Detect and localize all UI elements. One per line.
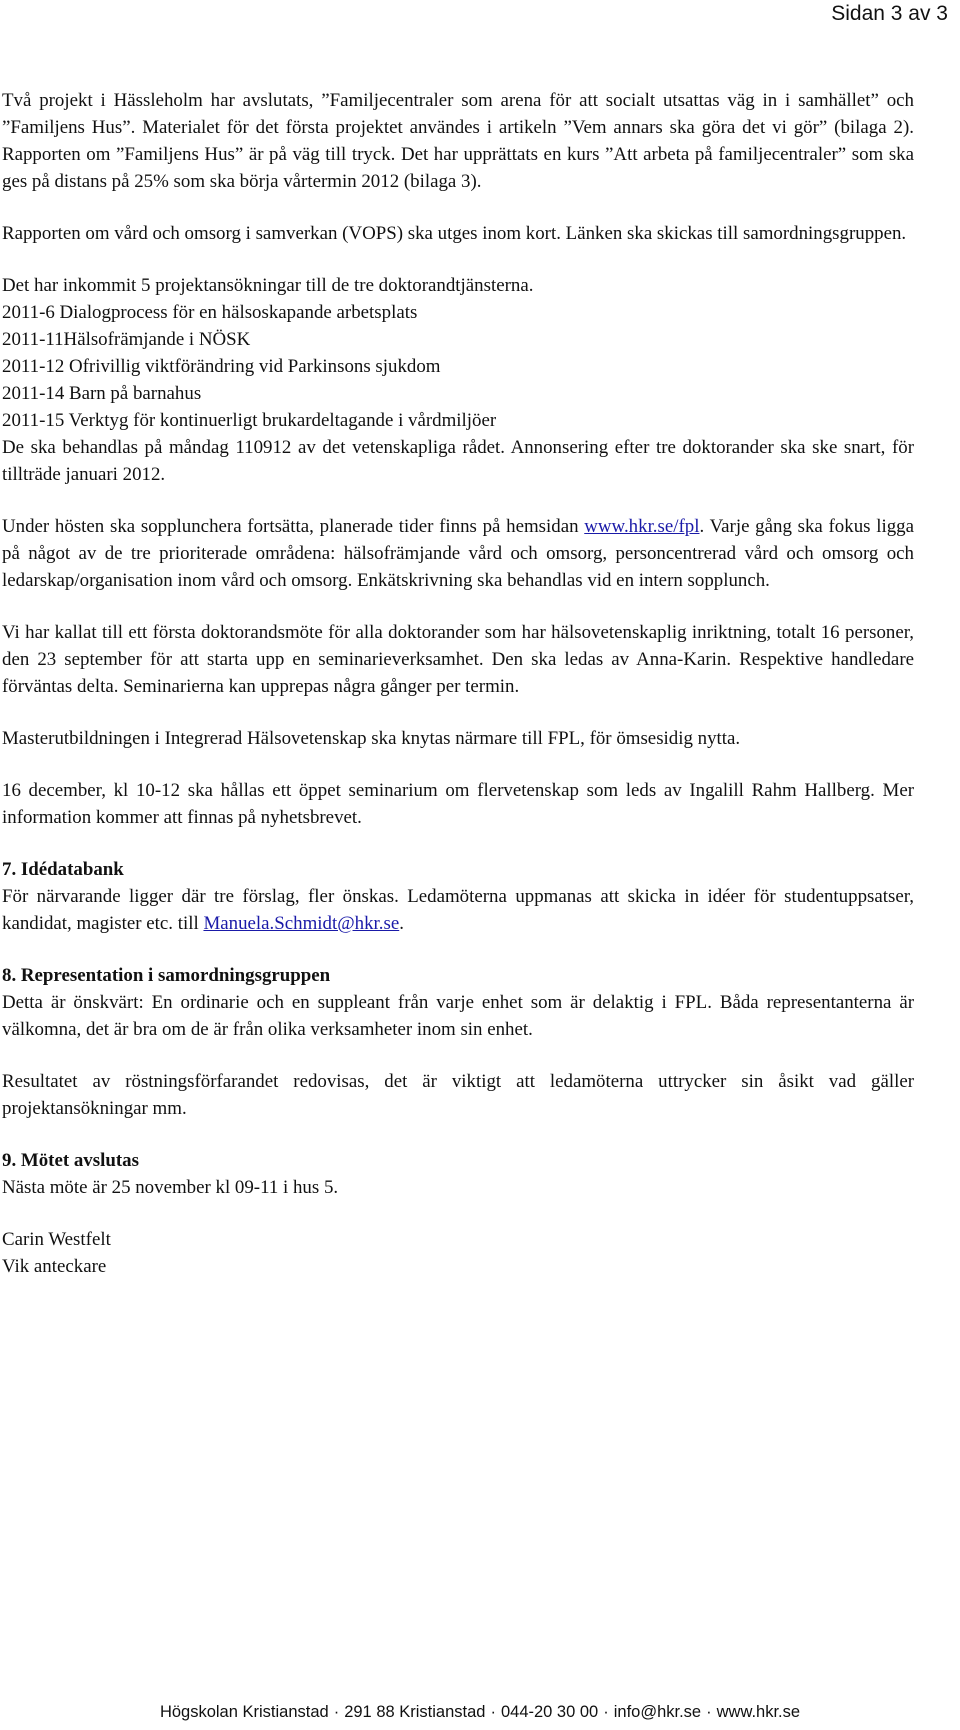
section-representation [2,962,914,1043]
paragraph-vops-report: Rapporten om vård och omsorg i samverkan (VOPS) ska utges inom kort. Länken ska skickas till samordningsgruppen. [2,223,907,244]
footer-email: info@hkr.se [613,1703,702,1721]
page-number: Sidan 3 av 3 [831,2,948,25]
list-item: 2011-15 Verktyg för kontinuerligt brukardeltagande i vårdmiljöer [2,410,497,431]
soup-lunch-text-after: . Varje gång ska fokus ligga på något av de tre prioriterade områdena: hälsofrämjande vård och omsorg, personcentrerad vård och omsorg och ledarskap/organisation inom vård och omsorg. Enkätskrivning ska behandlas vid en intern sopplunch. [2,516,914,591]
signature-block [2,1226,914,1280]
footer [0,1703,960,1722]
document-body [2,87,914,1280]
soup-lunch-text-before: Under hösten ska sopplunchera fortsätta, planerade tider finns på hemsidan [2,516,585,537]
paragraph-projects-hassleholm: Två projekt i Hässleholm har avslutats, ”Familjecentraler som arena för att socialt utsattas väg in i samhället” och ”Familjens Hus”. Materialet för det första projektet användes i artikeln ”Vem annars ska göra det vi gör” (bilaga 2). Rapporten om ”Familjens Hus” är på väg till tryck. Det har upprättats en kurs ”Att arbeta på familjecentraler” som ska ges på distans på 25% som ska börja vårtermin 2012 (bilaga 3). [2,90,914,192]
section-idea-database [2,856,914,937]
footer-separator: · [603,1703,609,1721]
next-meeting-text: Nästa möte är 25 november kl 09-11 i hus 5. [2,1177,339,1198]
idea-database-text: För närvarande ligger där tre förslag, fler önskas. Ledamöterna uppmanas att skicka in idéer för studentuppsatser, kandidat, magister etc. till [2,886,914,934]
section-heading-representation: 8. Representation i samordningsgruppen [2,965,331,986]
list-item: 2011-11Hälsofrämjande i NÖSK [2,329,251,350]
section-heading-meeting-closed: 9. Mötet avslutas [2,1150,139,1171]
representation-text: Detta är önskvärt: En ordinarie och en suppleant från varje enhet som är delaktig i FPL. Båda representanterna är välkomna, det är bra om de är från olika verksamheter inom sin enhet. [2,992,914,1040]
footer-separator: · [333,1703,340,1721]
paragraph-soup-lunch [2,513,914,594]
applications-intro: Det har inkommit 5 projektansökningar till de tre doktorandtjänsterna. [2,275,534,296]
list-item: 2011-12 Ofrivillig viktförändring vid Parkinsons sjukdom [2,356,441,377]
paragraph-voting-result: Resultatet av röstningsförfarandet redovisas, det är viktigt att ledamöterna uttrycker sin åsikt vad gäller projektansökningar mm. [2,1071,914,1119]
idea-database-text-end: . [399,913,404,934]
paragraph-seminar: 16 december, kl 10-12 ska hållas ett öppet seminarium om flervetenskap som leds av Ingalill Rahm Hallberg. Mer information kommer att finnas på nyhetsbrevet. [2,780,914,828]
signature-role: Vik anteckare [2,1256,107,1277]
list-item: 2011-6 Dialogprocess för en hälsoskapande arbetsplats [2,302,418,323]
signature-name: Carin Westfelt [2,1229,111,1250]
footer-phone: 044-20 30 00 [500,1703,599,1721]
footer-separator: · [490,1703,496,1721]
paragraph-master-program: Masterutbildningen i Integrerad Hälsovetenskap ska knytas närmare till FPL, för ömsesidig nytta. [2,728,741,749]
footer-separator: · [706,1703,712,1721]
applications-outro: De ska behandlas på måndag 110912 av det vetenskapliga rådet. Annonsering efter tre doktorander ska ske snart, för tillträde januari 2012. [2,437,914,485]
footer-website: www.hkr.se [716,1703,801,1721]
fpl-website-link[interactable]: www.hkr.se/fpl [584,516,700,537]
email-link[interactable]: Manuela.Schmidt@hkr.se [203,913,400,934]
footer-address: 291 88 Kristianstad [344,1703,486,1721]
paragraph-doctoral-applications [2,272,914,488]
section-heading-idea-database: 7. Idédatabank [2,859,124,880]
section-meeting-closed [2,1147,914,1201]
footer-institution: Högskolan Kristianstad [159,1703,329,1721]
list-item: 2011-14 Barn på barnahus [2,383,202,404]
paragraph-doctoral-meeting: Vi har kallat till ett första doktorandsmöte för alla doktorander som har hälsovetenskaplig inriktning, totalt 16 personer, den 23 september för att starta upp en seminarieverksamhet. Den ska ledas av Anna-Karin. Respektive handledare förväntas delta. Seminarierna kan upprepas några gånger per termin. [2,622,914,697]
